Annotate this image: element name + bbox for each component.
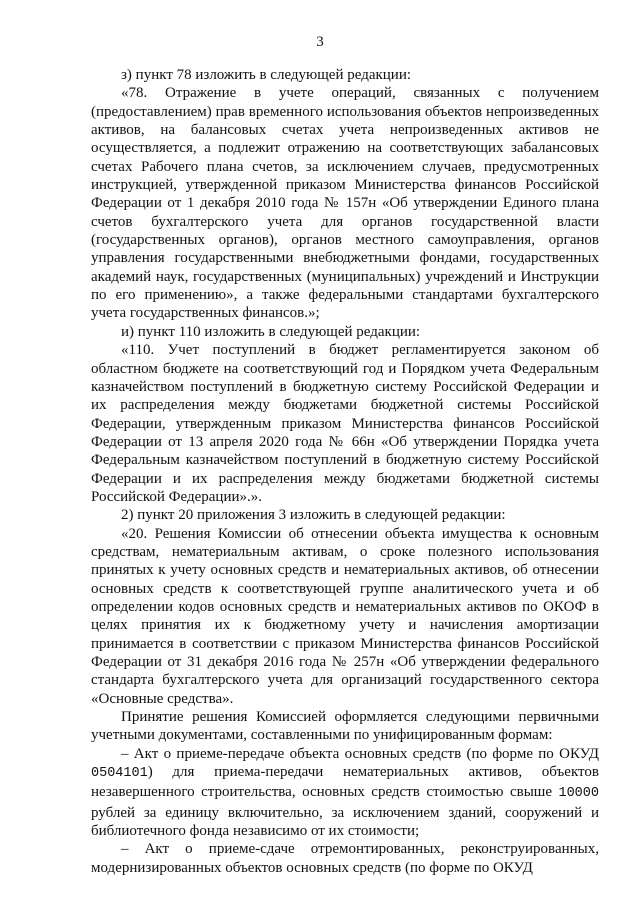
list-item-act-repair: – Акт о приеме-сдаче отремонтированных, реконструированных, модернизированных объектов основных средств (по форме по ОКУД <box>91 841 599 876</box>
paragraph-3z-intro: з) пункт 78 изложить в следующей редакции: <box>121 67 412 83</box>
act-transfer-text-1: – Акт о приеме-передаче объекта основных средств (по форме по ОКУД <box>121 745 599 762</box>
paragraph-78-text: «78. Отражение в учете операций, связанных с получением (предоставлением) прав временного использования объектов непроизведенных активов, на балансовых счетах учета непроизведенных активов не осуществляется, а подлежит отражению на соответствующих забалансовых счетах Рабочего плана счетов, за исключением случаев, предусмотренных инструкцией, утвержденной приказом Министерства финансов Российской Федерации от 1 декабря 2010 года № 157н «Об утверждении Единого плана счетов бухгалтерского учета для органов государственной власти (государственных органов), органов местного самоуправления, органов управления государственными внебюджетными фондами, государственных академий наук, государственных (муниципальных) учреждений и Инструкции по его применению», а также федеральными стандартами бухгалтерского учета государственных финансов.»; <box>91 85 599 322</box>
paragraph-2-intro: 2) пункт 20 приложения 3 изложить в следующей редакции: <box>121 507 506 524</box>
act-transfer-text-2: ) для приема-передачи нематериальных активов, объектов незавершенного строительства, основных средств стоимостью свыше <box>91 764 599 801</box>
amount-value: 10000 <box>558 786 599 802</box>
document-body <box>91 66 599 877</box>
list-item-act-transfer <box>91 745 599 841</box>
paragraph-3i-intro: и) пункт 110 изложить в следующей редакции: <box>121 323 421 340</box>
act-transfer-text-3: рублей за единицу включительно, за исключением зданий, сооружений и библиотечного фонда независимо от их стоимости; <box>91 804 599 840</box>
paragraph-110-text: «110. Учет поступлений в бюджет регламентируется законом об областном бюджете на соответствующий год и Порядком учета Федеральным казначейством поступлений в бюджетную систему Российской Федерации и их распределения между бюджетами бюджетной системы Российской Федерации, утвержденным приказом Министерства финансов Российской Федерации от 13 апреля 2020 года № 66н «Об утверждении Порядка учета Федеральным казначейством поступлений в бюджетную систему Российской Федерации и их распределения между бюджетами бюджетной системы Российской Федерации».». <box>91 342 599 505</box>
paragraph-20-text: «20. Решения Комиссии об отнесении объекта имущества к основным средствам, нематериальным активам, о сроке полезного использования принятых к учету основных средств и нематериальных активов, об отнесении основных средств к соответствующей группе аналитического учета и об определении кодов основных средств и нематериальных активов по ОКОФ в целях принятия их к бюджетному учету и начисления амортизации принимается в соответствии с приказом Министерства финансов Российской Федерации от 31 декабря 2016 года № 257н «Об утверждении федерального стандарта бухгалтерского учета для организаций государственного сектора «Основные средства». <box>91 525 599 707</box>
page-number: 3 <box>316 34 324 50</box>
okud-code: 0504101 <box>91 766 148 782</box>
paragraph-commission-decision: Принятие решения Комиссией оформляется следующими первичными учетными документами, составленными по унифицированным формам: <box>91 709 599 744</box>
